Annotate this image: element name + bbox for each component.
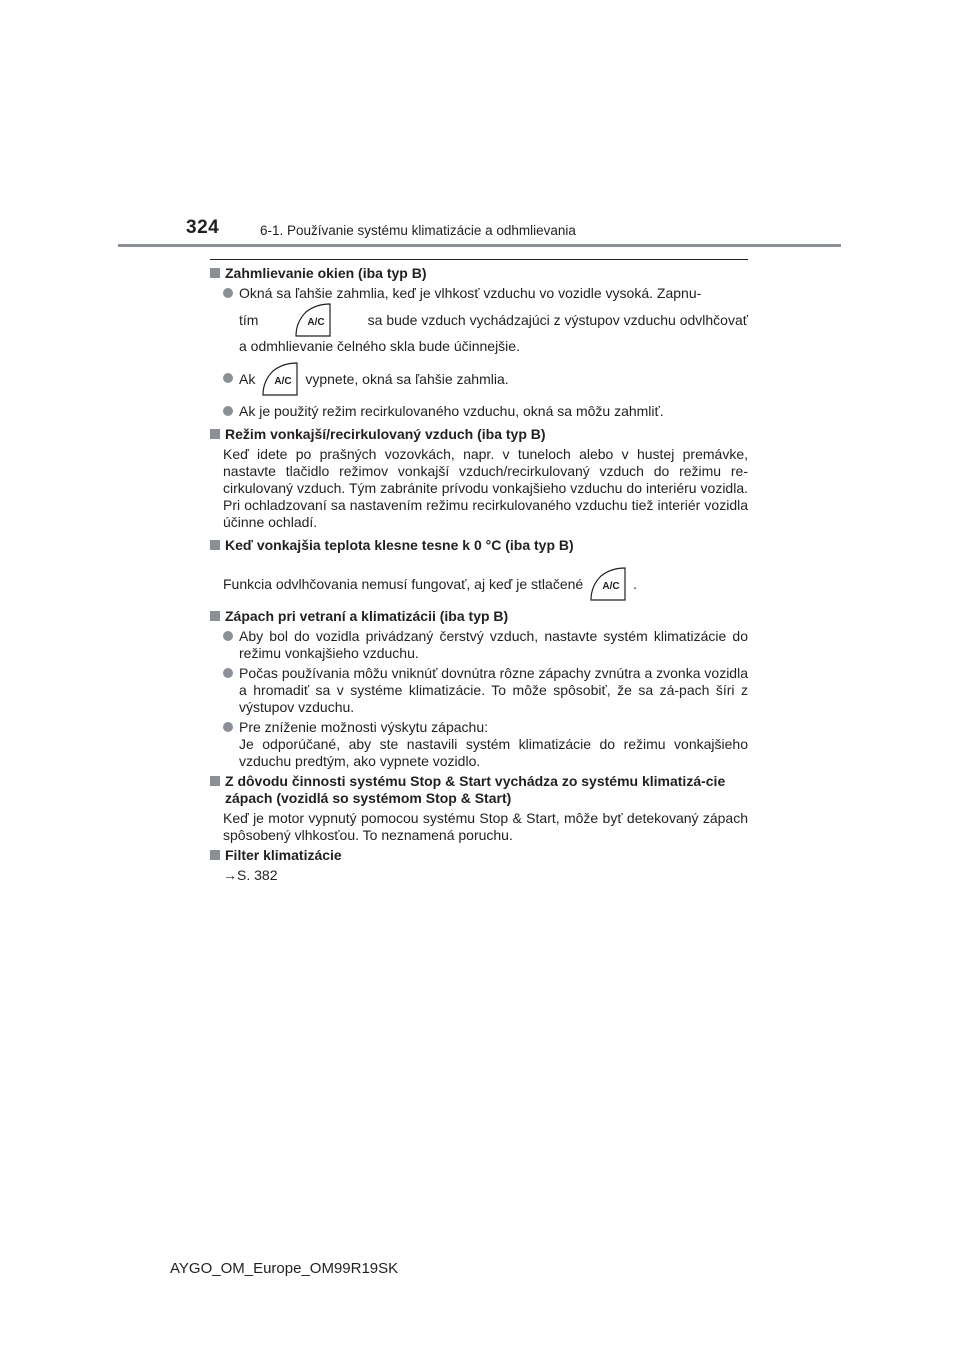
square-bullet-icon xyxy=(210,850,220,860)
round-bullet-icon xyxy=(223,406,233,416)
ac-button-icon xyxy=(587,566,629,602)
bullet-fresh-air: Aby bol do vozidla privádzaný čerstvý vzduch, nastavte systém klimatizácie do režimu vonkajšieho vzduchu. xyxy=(210,628,748,662)
bullet-odor-accumulation: Počas používania môžu vniknúť dovnútra rôzne zápachy zvnútra a zvonka vozidla a hromadiť sa v systéme klimatizácie. To môže spôsobiť, že sa zá-pach šíri z výstupov vzduchu. xyxy=(210,665,748,716)
bullet-recirculation: Ak je použitý režim recirkulovaného vzduchu, okná sa môžu zahmliť. xyxy=(210,403,748,420)
page-number: 324 xyxy=(186,217,220,238)
heading-air-mode: Režim vonkajší/recirkulovaný vzduch (iba typ B) xyxy=(210,426,748,443)
paragraph-stop-start-odor: Keď je motor vypnutý pomocou systému Stop & Start, môže byť detekovaný zápach spôsobený vlhkosťou. To neznamená poruchu. xyxy=(223,810,748,843)
bullet-odor-reduction: Pre zníženie možnosti výskytu zápachu: Je odporúčané, aby ste nastavili systém klimatizácie do režimu vonkajšieho vzduchu predtým, ako vypnete vozidlo. xyxy=(210,719,748,770)
heading-stop-start-odor: Z dôvodu činnosti systému Stop & Start vychádza zo systému klimatizá-cie zápach (vozidlá so systémom Stop & Start) xyxy=(210,773,748,807)
square-bullet-icon xyxy=(210,429,220,439)
heading-odor: Zápach pri vetraní a klimatizácii (iba typ B) xyxy=(210,608,748,625)
ac-button-icon xyxy=(292,302,334,338)
square-bullet-icon xyxy=(210,611,220,621)
bullet-humidity: Okná sa ľahšie zahmlia, keď je vlhkosť vzduchu vo vozidle vysoká. Zapnu- tím sa bude vzduch vychádzajúci z výstupov vzduchu odvlhčovať a odmhlievanie čelného skla bude účinnejšie. xyxy=(210,285,748,355)
round-bullet-icon xyxy=(223,288,233,298)
paragraph-air-mode: Keď idete po prašných vozovkách, napr. v tuneloch alebo v hustej premávke, nastavte tlačidlo režimov vonkajší vzduch/recirkulovaný vzduch do režimu re-cirkulovaný vzduch. Tým zabránite prívodu vonkajšieho vzduchu do interiéru vozidla. Pri ochladzovaní sa nastavením režimu recirkulovaného vzduchu tiež interiér vozidla účinne ochladí. xyxy=(223,446,748,530)
paragraph-low-temperature: Funkcia odvlhčovania nemusí fungovať, aj keď je stlačené . xyxy=(210,566,748,602)
square-bullet-icon xyxy=(210,268,220,278)
square-bullet-icon xyxy=(210,776,220,786)
section-title: 6-1. Používanie systému klimatizácie a odhmlievania xyxy=(260,223,576,238)
content-rule xyxy=(210,259,748,260)
ac-button-icon xyxy=(259,361,301,397)
square-bullet-icon xyxy=(210,540,220,550)
heading-ac-filter: Filter klimatizácie xyxy=(210,847,748,864)
round-bullet-icon xyxy=(223,668,233,678)
round-bullet-icon xyxy=(223,373,233,383)
round-bullet-icon xyxy=(223,631,233,641)
heading-window-fogging: Zahmlievanie okien (iba typ B) xyxy=(210,265,748,282)
document-code: AYGO_OM_Europe_OM99R19SK xyxy=(170,1260,399,1277)
round-bullet-icon xyxy=(223,722,233,732)
page-content xyxy=(210,265,748,887)
bullet-ac-off: Ak vypnete, okná sa ľahšie zahmlia. xyxy=(210,361,748,397)
heading-low-temperature: Keď vonkajšia teplota klesne tesne k 0 °C (iba typ B) xyxy=(210,537,748,554)
page-reference-link[interactable]: →S. 382 xyxy=(223,867,278,883)
header-rule xyxy=(118,244,841,247)
